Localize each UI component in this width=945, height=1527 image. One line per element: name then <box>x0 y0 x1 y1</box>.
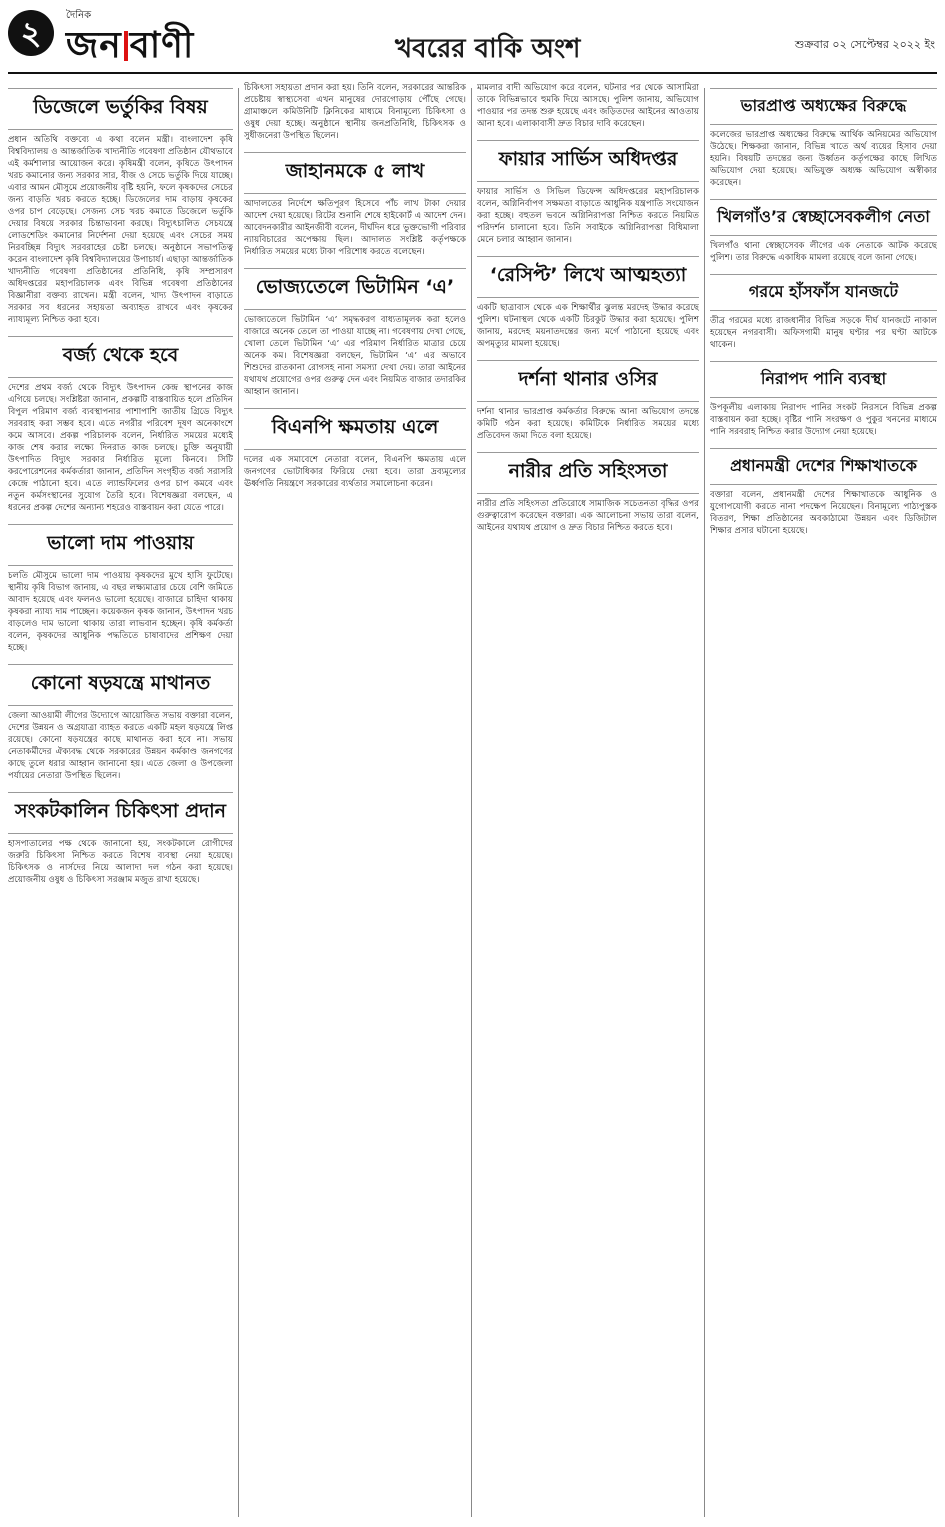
article <box>477 140 699 250</box>
section-title: খবরের বাকি অংশ <box>395 34 581 64</box>
article-spacer <box>477 534 699 538</box>
article-headline: ভারপ্রাপ্ত অধ্যক্ষের বিরুদ্ধে <box>710 88 937 125</box>
article-headline: ফায়ার সার্ভিস অধিদপ্তর <box>477 140 699 182</box>
article-body: ফায়ার সার্ভিস ও সিভিল ডিফেন্স অধিদপ্তরের মহাপরিচালক বলেন, অগ্নিনির্বাপণ সক্ষমতা বাড়াতে আধুনিক যন্ত্রপাতি সংযোজন করা হচ্ছে। বহুতল ভবনে অগ্নিনিরাপত্তা নিশ্চিত করতে নিয়মিত পরিদর্শন চালানো হবে। তিনি সবাইকে অগ্নিনিরাপত্তা বিধিমালা মেনে চলার আহ্বান জানান। <box>477 187 699 245</box>
article-body: হাসপাতালের পক্ষ থেকে জানানো হয়, সংকটকালে রোগীদের জরুরি চিকিৎসা নিশ্চিত করতে বিশেষ ব্যবস্থা নেয়া হয়েছে। চিকিৎসক ও নার্সদের নিয়ে আলাদা দল গঠন করা হয়েছে। প্রয়োজনীয় ওষুধ ও চিকিৎসা সরঞ্জাম মজুত রাখা হয়েছে। <box>8 839 233 885</box>
masthead-rule <box>8 72 937 74</box>
article-body: আদালতের নির্দেশে ক্ষতিপূরণ হিসেবে পাঁচ লাখ টাকা দেয়ার আদেশ দেয়া হয়েছে। রিটের শুনানি শেষে হাইকোর্ট এ আদেশ দেন। আবেদনকারীর আইনজীবী বলেন, দীর্ঘদিন ধরে ভুক্তভোগী পরিবার ন্যায়বিচারের অপেক্ষায় ছিল। আদালত সংশ্লিষ্ট কর্তৃপক্ষকে নির্ধারিত সময়ের মধ্যে টাকা পরিশোধ করতে বলেছেন। <box>244 199 466 257</box>
article-spacer <box>710 264 937 268</box>
column-3 <box>477 82 699 1519</box>
article <box>8 336 233 518</box>
article-body: একটি ছাত্রাবাস থেকে এক শিক্ষার্থীর ঝুলন্ত মরদেহ উদ্ধার করেছে পুলিশ। ঘটনাস্থল থেকে একটি চিরকুট উদ্ধার করা হয়েছে। পুলিশ জানায়, মরদেহ ময়নাতদন্তের জন্য মর্গে পাঠানো হয়েছে এবং অপমৃত্যুর মামলা হয়েছে। <box>477 303 699 349</box>
logo-text-left: জন <box>66 25 122 66</box>
article <box>477 82 699 134</box>
logo-divider <box>124 31 128 61</box>
article-spacer <box>710 537 937 541</box>
brand-prefix: দৈনিক <box>66 10 92 21</box>
article <box>8 88 233 330</box>
dateline: শুক্রবার ০২ সেপ্টেম্বর ২০২২ ইং <box>794 38 935 51</box>
column-1 <box>8 82 233 1519</box>
article-spacer <box>8 782 233 786</box>
article-body: উপকূলীয় এলাকায় নিরাপদ পানির সংকট নিরসনে বিভিন্ন প্রকল্প বাস্তবায়ন করা হচ্ছে। বৃষ্টির পানি সংরক্ষণ ও পুকুর খননের মাধ্যমে পানি সরবরাহ নিশ্চিত করার উদ্যোগ নেয়া হয়েছে। <box>710 403 937 437</box>
article-headline: প্রধানমন্ত্রী দেশের শিক্ষাখাতকে <box>710 448 937 485</box>
logo-text-right: বাণী <box>129 25 195 66</box>
column-divider <box>471 88 472 1517</box>
article <box>710 199 937 268</box>
article-body: নারীর প্রতি সহিংসতা প্রতিরোধে সামাজিক সচেতনতা বৃদ্ধির ওপর গুরুত্বারোপ করেছেন বক্তারা। এক আলোচনা সভায় তারা বলেন, আইনের যথাযথ প্রয়োগ ও দ্রুত বিচার নিশ্চিত করতে হবে। <box>477 499 699 533</box>
article-spacer <box>244 258 466 262</box>
article-headline: নারীর প্রতি সহিংসতা <box>477 452 699 494</box>
article-headline: জাহানমকে ৫ লাখ <box>244 152 466 194</box>
article-body: জেলা আওয়ামী লীগের উদ্যোগে আয়োজিত সভায় বক্তারা বলেন, দেশের উন্নয়ন ও অগ্রযাত্রা ব্যাহত করতে একটি মহল ষড়যন্ত্রে লিপ্ত রয়েছে। কোনো ষড়যন্ত্রের কাছে মাথানত করা হবে না। সভায় নেতাকর্মীদের ঐক্যবদ্ধ থেকে সরকারের উন্নয়ন কর্মকাণ্ড জনগণের কাছে তুলে ধরার আহ্বান জানানো হয়। এতে জেলা ও উপজেলা পর্যায়ের নেতারা উপস্থিত ছিলেন। <box>8 711 233 781</box>
article <box>710 361 937 442</box>
article-spacer <box>477 246 699 250</box>
article <box>477 452 699 538</box>
article-spacer <box>8 514 233 518</box>
article-headline: সংকটকালিন চিকিৎসা প্রদান <box>8 792 233 834</box>
column-2 <box>244 82 466 1519</box>
article <box>8 792 233 890</box>
article-body: প্রধান অতিথি বক্তব্যে এ কথা বলেন মন্ত্রী। বাংলাদেশ কৃষি বিশ্ববিদ্যালয় ও আন্তর্জাতিক খাদ্যনীতি গবেষণা প্রতিষ্ঠান যৌথভাবে এই কর্মশালার আয়োজন করে। কৃষিমন্ত্রী বলেন, কৃষিতে উৎপাদন খরচ কমানোর জন্য সরকার সার, বীজ ও সেচে ভর্তুকি দিয়ে যাচ্ছে। এবার আমন মৌসুমে প্রয়োজনীয় বৃষ্টি হয়নি, ফলে কৃষকদের সেচের জন্য বাড়তি খরচ করতে হচ্ছে। ডিজেলের দাম বাড়ায় কৃষকের ওপর চাপ বেড়েছে। সেজন্য সেচ খরচ কমাতে ডিজেলে ভর্তুকি দেয়ার বিষয়ে সরকার চিন্তাভাবনা করছে। বিদ্যুৎচালিত সেচযন্ত্রে লোডশেডিং কমানোর নির্দেশনা দেয়া হয়েছে এবং সেচের সময় নিরবচ্ছিন্ন বিদ্যুৎ সরবরাহের চেষ্টা চলছে। অনুষ্ঠানে সভাপতিত্ব করেন বাংলাদেশ কৃষি বিশ্ববিদ্যালয়ের উপাচার্য। এছাড়া আন্তর্জাতিক খাদ্যনীতি গবেষণা প্রতিষ্ঠানের প্রতিনিধি, কৃষি সম্প্রসারণ অধিদপ্তরের মহাপরিচালক এবং বিভিন্ন গবেষণা প্রতিষ্ঠানের বিজ্ঞানীরা বক্তব্য রাখেন। মন্ত্রী বলেন, খাদ্য উৎপাদন বাড়াতে সরকার সব ধরনের সহায়তা অব্যাহত রাখবে এবং কৃষকের ন্যায্যমূল্য নিশ্চিত করা হবে। <box>8 135 233 325</box>
article-spacer <box>477 442 699 446</box>
article-headline: কোনো ষড়যন্ত্রে মাথানত <box>8 664 233 706</box>
page-number: ২ <box>8 10 54 56</box>
article <box>244 408 466 494</box>
article <box>8 524 233 658</box>
article-body: খিলগাঁও থানা স্বেচ্ছাসেবক লীগের এক নেতাকে আটক করেছে পুলিশ। তার বিরুদ্ধে একাধিক মামলা রয়েছে বলে জানা গেছে। <box>710 241 937 263</box>
column-divider <box>238 88 239 1517</box>
article-headline: খিলগাঁও’র স্বেচ্ছাসেবকলীগ নেতা <box>710 199 937 236</box>
article <box>710 274 937 355</box>
article <box>244 152 466 262</box>
article-spacer <box>8 326 233 330</box>
article-spacer <box>477 350 699 354</box>
article <box>477 256 699 354</box>
article-spacer <box>8 654 233 658</box>
article-headline: নিরাপদ পানি ব্যবস্থা <box>710 361 937 398</box>
article-headline: বিএনপি ক্ষমতায় এলে <box>244 408 466 450</box>
article-body: দেশের প্রথম বর্জ্য থেকে বিদ্যুৎ উৎপাদন কেন্দ্র স্থাপনের কাজ এগিয়ে চলছে। সংশ্লিষ্টরা জানান, প্রকল্পটি বাস্তবায়িত হলে প্রতিদিন বিপুল পরিমাণ বর্জ্য ব্যবস্থাপনার পাশাপাশি জাতীয় গ্রিডে বিদ্যুৎ সরবরাহ করা সম্ভব হবে। এতে নগরীর পরিবেশ দূষণ অনেকাংশে কমে আসবে। প্রকল্প পরিচালক বলেন, নির্ধারিত সময়ের মধ্যেই কাজ শেষ করার লক্ষ্যে দিনরাত কাজ চলছে। চুক্তি অনুযায়ী উৎপাদিত বিদ্যুৎ সরকার নির্ধারিত মূল্যে কিনবে। সিটি করপোরেশনের কর্মকর্তারা জানান, প্রতিদিন সংগৃহীত বর্জ্য সরাসরি কেন্দ্রে পাঠানো হবে। এতে ল্যান্ডফিলের ওপর চাপ কমবে এবং নতুন কর্মসংস্থানের সুযোগ তৈরি হবে। বিশেষজ্ঞরা বলছেন, এ ধরনের প্রকল্প দেশের অন্যান্য শহরেও বাস্তবায়ন করা যেতে পারে। <box>8 383 233 513</box>
newspaper-logo <box>66 18 194 78</box>
article <box>710 448 937 541</box>
article-spacer <box>710 438 937 442</box>
article-headline: বর্জ্য থেকে হবে <box>8 336 233 378</box>
article-body: বক্তারা বলেন, প্রধানমন্ত্রী দেশের শিক্ষাখাতকে আধুনিক ও যুগোপযোগী করতে নানা পদক্ষেপ নিয়েছেন। বিনামূল্যে পাঠ্যপুস্তক বিতরণ, শিক্ষা প্রতিষ্ঠানের অবকাঠামো উন্নয়ন এবং ডিজিটাল শিক্ষার প্রসার ঘটানো হয়েছে। <box>710 490 937 536</box>
article-spacer <box>710 189 937 193</box>
article-spacer <box>244 490 466 494</box>
article-headline: ভোজ্যতেলে ভিটামিন ‘এ’ <box>244 268 466 310</box>
article-headline: ‘রেসিপ্ট’ লিখে আত্মহত্যা <box>477 256 699 298</box>
article-headline: ডিজেলে ভর্তুকির বিষয় <box>8 88 233 130</box>
article-body: ভোজ্যতেলে ভিটামিন ‘এ’ সমৃদ্ধকরণ বাধ্যতামূলক করা হলেও বাজারে অনেক তেলে তা পাওয়া যাচ্ছে না। গবেষণায় দেখা গেছে, খোলা তেলে ভিটামিন ‘এ’ এর পরিমাণ নির্ধারিত মাত্রার চেয়ে অনেক কম। বিশেষজ্ঞরা বলছেন, ভিটামিন ‘এ’ এর অভাবে শিশুদের রাতকানা রোগসহ নানা সমস্যা দেখা দেয়। তারা আইনের যথাযথ প্রয়োগের ওপর গুরুত্ব দেন এবং নিয়মিত বাজার তদারকির আহ্বান জানান। <box>244 315 466 397</box>
article-body: দর্শনা থানার ভারপ্রাপ্ত কর্মকর্তার বিরুদ্ধে আনা অভিযোগ তদন্তে কমিটি গঠন করা হয়েছে। কমিটিকে নির্ধারিত সময়ের মধ্যে প্রতিবেদন জমা দিতে বলা হয়েছে। <box>477 407 699 441</box>
column-divider <box>704 88 705 1517</box>
article-headline: ভালো দাম পাওয়ায় <box>8 524 233 566</box>
article-body: চলতি মৌসুমে ভালো দাম পাওয়ায় কৃষকদের মুখে হাসি ফুটেছে। স্থানীয় কৃষি বিভাগ জানায়, এ বছর লক্ষ্যমাত্রার চেয়ে বেশি জমিতে আবাদ হয়েছে এবং ফলনও ভালো হয়েছে। বাজারে চাহিদা থাকায় কৃষকরা ন্যায্য দাম পাচ্ছেন। কয়েকজন কৃষক জানান, উৎপাদন খরচ বাড়লেও দাম ভালো থাকায় তারা লাভবান হচ্ছেন। কৃষি কর্মকর্তা বলেন, কৃষকদের আধুনিক পদ্ধতিতে চাষাবাদের প্রশিক্ষণ দেয়া হচ্ছে। <box>8 571 233 653</box>
masthead <box>0 0 945 78</box>
article-spacer <box>8 886 233 890</box>
article <box>244 268 466 402</box>
article-spacer <box>477 130 699 134</box>
article-body: তীব্র গরমের মধ্যে রাজধানীর বিভিন্ন সড়কে দীর্ঘ যানজটে নাকাল হয়েছেন নগরবাসী। অফিসগামী মানুষ ঘণ্টার পর ঘণ্টা আটকে থাকেন। <box>710 316 937 350</box>
article-headline: গরমে হাঁসফাঁস যানজটে <box>710 274 937 311</box>
article-spacer <box>244 398 466 402</box>
column-4 <box>710 82 937 1519</box>
article <box>8 664 233 786</box>
article-body: কলেজের ভারপ্রাপ্ত অধ্যক্ষের বিরুদ্ধে আর্থিক অনিয়মের অভিযোগ উঠেছে। শিক্ষকরা জানান, বিভিন্ন খাতে অর্থ ব্যয়ের হিসাব দেয়া হয়নি। বিষয়টি তদন্তের জন্য উর্ধ্বতন কর্তৃপক্ষের কাছে লিখিত অভিযোগ দেয়া হয়েছে। অভিযুক্ত অধ্যক্ষ অভিযোগ অস্বীকার করেছেন। <box>710 130 937 188</box>
article-body: চিকিৎসা সহায়তা প্রদান করা হয়। তিনি বলেন, সরকারের আন্তরিক প্রচেষ্টায় স্বাস্থ্যসেবা এখন মানুষের দোরগোড়ায় পৌঁছে গেছে। গ্রামাঞ্চলে কমিউনিটি ক্লিনিকের মাধ্যমে বিনামূল্যে চিকিৎসা ও ওষুধ দেয়া হচ্ছে। অনুষ্ঠানে স্থানীয় জনপ্রতিনিধি, চিকিৎসক ও সুধীজনেরা উপস্থিত ছিলেন। <box>244 83 466 141</box>
article-body: মামলার বাদী অভিযোগ করে বলেন, ঘটনার পর থেকে আসামিরা তাকে বিভিন্নভাবে হুমকি দিয়ে আসছে। পুলিশ জানায়, অভিযোগ পাওয়ার পর তদন্ত শুরু হয়েছে এবং জড়িতদের আইনের আওতায় আনা হবে। এলাকাবাসী দ্রুত বিচার দাবি করেছেন। <box>477 83 699 129</box>
article <box>244 82 466 146</box>
article <box>710 88 937 193</box>
article-headline: দর্শনা থানার ওসির <box>477 360 699 402</box>
article-spacer <box>244 142 466 146</box>
article <box>477 360 699 446</box>
article-body: দলের এক সমাবেশে নেতারা বলেন, বিএনপি ক্ষমতায় এলে জনগণের ভোটাধিকার ফিরিয়ে দেয়া হবে। তারা দ্রব্যমূল্যের ঊর্ধ্বগতি নিয়ন্ত্রণে সরকারের ব্যর্থতার সমালোচনা করেন। <box>244 455 466 489</box>
article-spacer <box>710 351 937 355</box>
